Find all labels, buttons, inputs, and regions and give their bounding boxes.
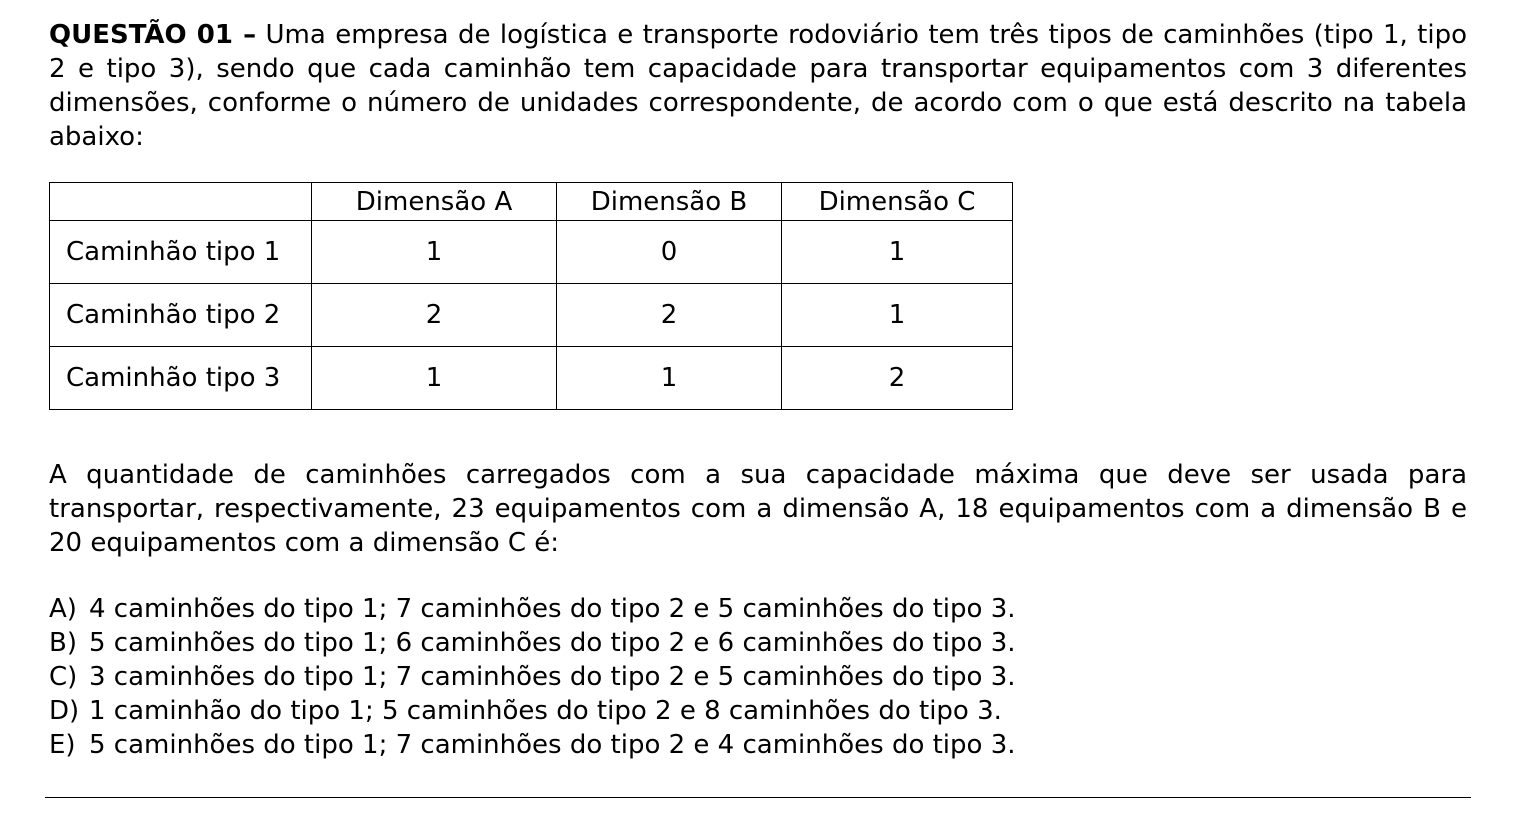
question-intro-text: Uma empresa de logística e transporte rodoviário tem três tipos de caminhões (tipo 1, tipo 2 e tipo 3), sendo que cada caminhão tem capacidade para transportar equipamentos com 3 diferentes dimensões, conforme o número de unidades correspondente, de acordo com o que está descrito na tabela abaixo: — [49, 20, 1467, 152]
option-letter: D) — [49, 696, 80, 726]
answer-option-e[interactable] — [49, 728, 1016, 762]
option-text: 5 caminhões do tipo 1; 6 caminhões do tipo 2 e 6 caminhões do tipo 3. — [89, 628, 1016, 658]
option-letter: C) — [49, 662, 78, 692]
table-cell: 2 — [557, 284, 782, 347]
row-label-truck-type-2: Caminhão tipo 2 — [50, 284, 312, 347]
table-cell: 1 — [557, 347, 782, 410]
table-cell: 1 — [312, 221, 557, 284]
row-label-truck-type-3: Caminhão tipo 3 — [50, 347, 312, 410]
question-label: QUESTÃO 01 – — [49, 20, 257, 50]
option-letter: A) — [49, 594, 77, 624]
table-row — [50, 221, 1013, 284]
table-cell: 0 — [557, 221, 782, 284]
question-intro-paragraph — [49, 18, 1467, 154]
table-header-dimension-c: Dimensão C — [782, 183, 1013, 221]
option-text: 3 caminhões do tipo 1; 7 caminhões do tipo 2 e 5 caminhões do tipo 3. — [89, 662, 1016, 692]
option-text: 5 caminhões do tipo 1; 7 caminhões do tipo 2 e 4 caminhões do tipo 3. — [89, 730, 1016, 760]
option-text: 1 caminhão do tipo 1; 5 caminhões do tipo 2 e 8 caminhões do tipo 3. — [89, 696, 1002, 726]
question-page — [49, 18, 1467, 760]
table-header-dimension-b: Dimensão B — [557, 183, 782, 221]
table-cell: 2 — [312, 284, 557, 347]
answer-options — [49, 592, 1016, 762]
table-cell: 1 — [312, 347, 557, 410]
option-text: 4 caminhões do tipo 1; 7 caminhões do tipo 2 e 5 caminhões do tipo 3. — [89, 594, 1016, 624]
answer-option-b[interactable] — [49, 626, 1016, 660]
option-letter: E) — [49, 730, 76, 760]
bottom-divider — [45, 797, 1471, 798]
option-letter: B) — [49, 628, 77, 658]
table-header-empty — [50, 183, 312, 221]
row-label-truck-type-1: Caminhão tipo 1 — [50, 221, 312, 284]
table-row — [50, 284, 1013, 347]
answer-option-a[interactable] — [49, 592, 1016, 626]
table-header-dimension-a: Dimensão A — [312, 183, 557, 221]
table-row — [50, 347, 1013, 410]
answer-option-d[interactable] — [49, 694, 1016, 728]
answer-option-c[interactable] — [49, 660, 1016, 694]
question-prompt: A quantidade de caminhões carregados com a sua capacidade máxima que deve ser usada para transportar, respectivamente, 23 equipamentos com a dimensão A, 18 equipamentos com a dimensão B e 20 equipamentos com a dimensão C é: — [49, 460, 1467, 558]
capacity-table — [49, 182, 1013, 410]
table-header-row — [50, 183, 1013, 221]
table-cell: 1 — [782, 221, 1013, 284]
table-cell: 1 — [782, 284, 1013, 347]
table-cell: 2 — [782, 347, 1013, 410]
